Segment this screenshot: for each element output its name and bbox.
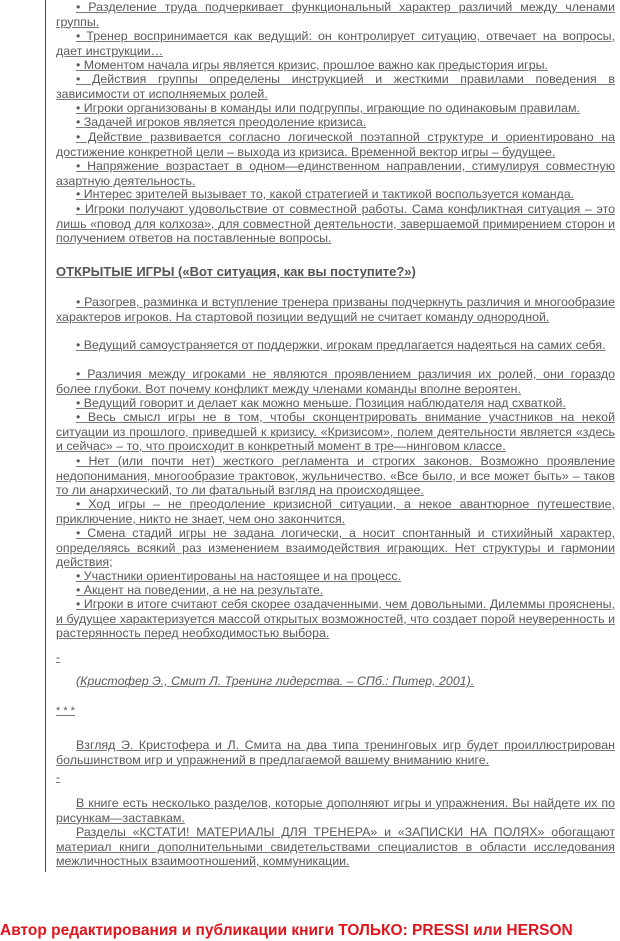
bullet-item bbox=[56, 338, 615, 353]
bullet-item bbox=[56, 526, 615, 570]
margin-rule bbox=[45, 0, 46, 872]
bullet-item bbox=[56, 187, 615, 202]
bullet-text: • Действия группы определены инструкцией и жесткими правилами поведения в зависимости от исполняемых ролей. bbox=[56, 72, 615, 101]
bullet-item bbox=[56, 159, 615, 188]
section-stars: * * * bbox=[56, 705, 75, 717]
bullet-text: • Весь смысл игры не в том, чтобы сконцентрировать внимание участников на некой ситуации из прошлого, приведшей к кризису. «Кризисом», полем деятельности является «здесь и сейчас» – то, что происходит в конкретный момент в тре—нинговом классе. bbox=[56, 410, 615, 453]
bullet-item bbox=[56, 130, 615, 159]
paragraph: В книге есть несколько разделов, которые дополняют игры и упражнения. Вы найдете их по рисункам—заставкам. bbox=[56, 796, 615, 825]
bullet-item bbox=[56, 396, 615, 411]
bullet-text: • Интерес зрителей вызывает то, какой стратегией и тактикой воспользуется команда. bbox=[76, 187, 575, 201]
bullet-item bbox=[56, 583, 615, 598]
bullet-text: • Тренер воспринимается как ведущий: он контролирует ситуацию, отвечает на вопросы, дает инструкции… bbox=[56, 29, 615, 58]
bullet-item bbox=[56, 0, 615, 29]
bullet-text: • Ведущий говорит и делает как можно меньше. Позиция наблюдателя над схваткой. bbox=[76, 396, 566, 410]
bullet-text: • Ведущий самоустраняется от поддержки, игрокам предлагается надеяться на самих себя. bbox=[76, 338, 606, 352]
bullet-text: • Ход игры – не преодоление кризисной ситуации, а некое авантюрное путешествие, приключение, никто не знает, чем оно закончится. bbox=[56, 497, 615, 526]
bullet-text: • Задачей игроков является преодоление кризиса. bbox=[76, 115, 367, 129]
bullet-text: • Моментом начала игры является кризис, прошлое важно как предыстория игры. bbox=[76, 58, 548, 72]
bullet-text: • Различия между игроками не являются проявлением различия их ролей, они гораздо более глубоки. Вот почему конфликт между членами команды вполне вероятен. bbox=[56, 367, 615, 396]
bullet-item bbox=[56, 72, 615, 101]
bullet-text: • Разогрев, разминка и вступление тренера призваны подчеркнуть различия и многообразие характеров игроков. На стартовой позиции ведущий не считает команду однородной. bbox=[56, 295, 615, 324]
bullet-item bbox=[56, 101, 615, 116]
bullet-item bbox=[56, 497, 615, 526]
bullet-item bbox=[56, 58, 615, 73]
bullet-item bbox=[56, 454, 615, 498]
bullet-item bbox=[56, 295, 615, 324]
bullet-text: • Действие развивается согласно логической поэтапной структуре и ориентировано на достижение конкретной цели – выхода из кризиса. Временной вектор игры – будущее. bbox=[56, 130, 615, 159]
bullet-text: • Игроки получают удовольствие от совместной работы. Сама конфликтная ситуация – это лишь «повод для колхоза», для совместной деятельности, завершаемой примирением сторон и получением ответов на поставленные вопросы. bbox=[56, 202, 615, 245]
publisher-footer: Автор редактирования и публикации книги ТОЛЬКО: PRESSI или HERSON bbox=[0, 922, 573, 939]
bullet-text: • Разделение труда подчеркивает функциональный характер различий между членами группы. bbox=[56, 0, 615, 29]
paragraph: Взгляд Э. Кристофера и Л. Смита на два типа тренинговых игр будет проиллюстрирован большинством игр и упражнений в предлагаемой вашему вниманию книге. bbox=[56, 738, 615, 767]
bullet-item bbox=[56, 202, 615, 246]
section-heading: ОТКРЫТЫЕ ИГРЫ («Вот ситуация, как вы поступите?») bbox=[56, 264, 416, 279]
bullet-text: • Акцент на поведении, а не на результате. bbox=[76, 583, 324, 597]
bullet-item bbox=[56, 569, 615, 584]
bullet-text: • Смена стадий игры не задана логически, а носит спонтанный и стихийный характер, определяясь всякий раз изменением взаимодействия играющих. Нет структуры и гармонии действия; bbox=[56, 526, 615, 569]
bullet-item bbox=[56, 29, 615, 58]
citation: (Кристофер Э., Смит Л. Тренинг лидерства. – СПб.: Питер, 2001). bbox=[76, 674, 475, 688]
separator-dash: - bbox=[56, 770, 61, 784]
separator-dash: - bbox=[56, 650, 61, 664]
bullet-text: • Игроки организованы в команды или подгруппы, играющие по одинаковым правилам. bbox=[76, 101, 580, 115]
bullet-text: • Напряжение возрастает в одном—единственном направлении, стимулируя совместную азартную деятельность. bbox=[56, 159, 615, 188]
bullet-item bbox=[56, 115, 615, 130]
bullet-text: • Участники ориентированы на настоящее и на процесс. bbox=[76, 569, 401, 583]
bullet-text: • Игроки в итоге считают себя скорее озадаченными, чем довольными. Дилеммы прояснены, и будущее характеризуется массой открытых возможностей, что создает порой неуверенность и растерянность перед необходимостью выбора. bbox=[56, 597, 615, 640]
bullet-item bbox=[56, 410, 615, 454]
bullet-item bbox=[56, 367, 615, 396]
paragraph: Разделы «КСТАТИ! МАТЕРИАЛЫ ДЛЯ ТРЕНЕРА» и «ЗАПИСКИ НА ПОЛЯХ» обогащают материал книги дополнительными свидетельствами специалистов в области исследования межличностных взаимоотношений, коммуникации. bbox=[56, 825, 615, 868]
bullet-item bbox=[56, 597, 615, 641]
bullet-text: • Нет (или почти нет) жесткого регламента и строгих законов. Возможно проявление недопонимания, многообразие трактовок, жульничество. «Все было, и все может быть» – таков то ли анархический, то ли фатальный взгляд на происходящее. bbox=[56, 454, 615, 497]
